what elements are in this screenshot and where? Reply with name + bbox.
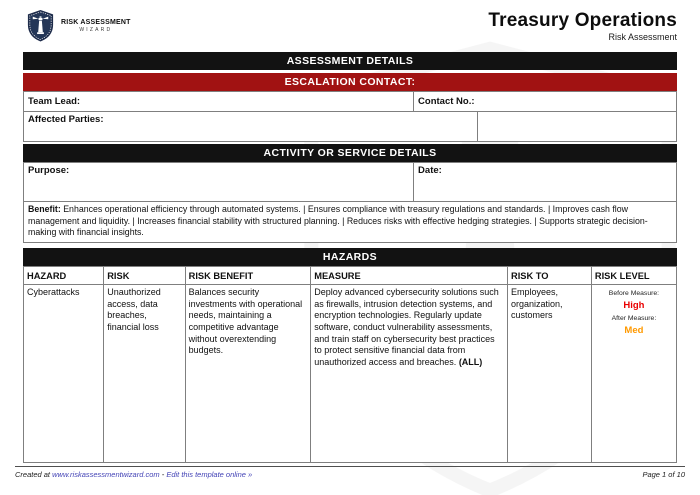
brand-text xyxy=(61,19,131,33)
site-link[interactable]: www.riskassessmentwizard.com xyxy=(52,470,160,479)
affected-parties-table xyxy=(23,111,677,142)
after-measure-value: Med xyxy=(624,325,644,336)
hazards-table xyxy=(23,266,677,463)
hazards-bar: HAZARDS xyxy=(23,248,677,266)
benefit-cell xyxy=(24,202,677,243)
table-row xyxy=(24,202,677,243)
affected-parties-field: Affected Parties: xyxy=(24,112,478,142)
escalation-contact-bar: ESCALATION CONTACT: xyxy=(23,73,677,91)
col-header-risk-benefit: RISK BENEFIT xyxy=(185,267,311,285)
before-measure-value: High xyxy=(623,299,645,311)
date-field: Date: xyxy=(414,163,677,202)
page-header xyxy=(23,9,677,47)
shield-lighthouse-icon xyxy=(25,9,56,42)
measure-text: Deploy advanced cybersecurity solutions such as firewalls, intrusion detection systems, and encryption technologies. Regularly update software, conduct vulnerability assessments, and train staff on cybersecurity best practices to protect sensitive financial data from unauthorized access and breaches. xyxy=(314,287,499,368)
measure-cell xyxy=(311,285,508,463)
page-title: Treasury Operations xyxy=(488,10,677,31)
footer-credit xyxy=(15,470,252,479)
page-number: Page 1 of 10 xyxy=(642,470,685,479)
contact-no-field: Contact No.: xyxy=(414,92,677,112)
risk-benefit-cell: Balances security investments with operational needs, maintaining a competitive advantage without overextending budgets. xyxy=(185,285,311,463)
page-subtitle: Risk Assessment xyxy=(608,31,677,42)
table-row xyxy=(24,163,677,202)
page-footer xyxy=(15,466,685,479)
col-header-hazard: HAZARD xyxy=(24,267,104,285)
col-header-risk-level: RISK LEVEL xyxy=(591,267,676,285)
col-header-risk-to: RISK TO xyxy=(507,267,591,285)
assessment-table xyxy=(23,91,677,112)
title-block xyxy=(488,11,677,42)
purpose-field: Purpose: xyxy=(24,163,414,202)
table-row xyxy=(24,92,677,112)
edit-template-link[interactable]: Edit this template online » xyxy=(166,470,253,479)
team-lead-field: Team Lead: xyxy=(24,92,414,112)
brand-name: RISK ASSESSMENT xyxy=(61,18,131,26)
benefit-text: Enhances operational efficiency through automated systems. | Ensures compliance with treasury regulations and standards. | Improves cash flow management and liquidity. | Increases financial stability with structured planning. | Reduces risks with effective hedging strategies. | Supports strategic decision-making with financial insights. xyxy=(28,204,648,238)
hazards-header-row xyxy=(24,267,677,285)
benefit-label: Benefit: xyxy=(28,204,61,214)
section-hazards xyxy=(23,248,677,463)
risk-to-cell: Employees, organization, customers xyxy=(507,285,591,463)
activity-table xyxy=(23,162,677,243)
section-assessment-details xyxy=(23,52,677,142)
hazard-data-row xyxy=(24,285,677,463)
table-row xyxy=(24,112,677,142)
footer-created-text: Created at xyxy=(15,470,53,479)
brand-logo xyxy=(25,9,131,42)
activity-details-bar: ACTIVITY OR SERVICE DETAILS xyxy=(23,144,677,162)
measure-scope: (ALL) xyxy=(458,357,483,368)
after-measure-label: After Measure: xyxy=(611,315,657,323)
assessment-details-bar: ASSESSMENT DETAILS xyxy=(23,52,677,70)
brand-subname: WIZARD xyxy=(79,26,113,33)
col-header-risk: RISK xyxy=(104,267,185,285)
risk-cell: Unauthorized access, data breaches, financial loss xyxy=(104,285,185,463)
footer-separator: - xyxy=(159,470,167,479)
col-header-measure: MEASURE xyxy=(311,267,508,285)
before-measure-label: Before Measure: xyxy=(608,290,660,297)
section-activity-details xyxy=(23,144,677,243)
affected-parties-extra-cell xyxy=(477,112,676,142)
risk-level-cell xyxy=(591,285,676,463)
hazard-cell: Cyberattacks xyxy=(24,285,104,463)
